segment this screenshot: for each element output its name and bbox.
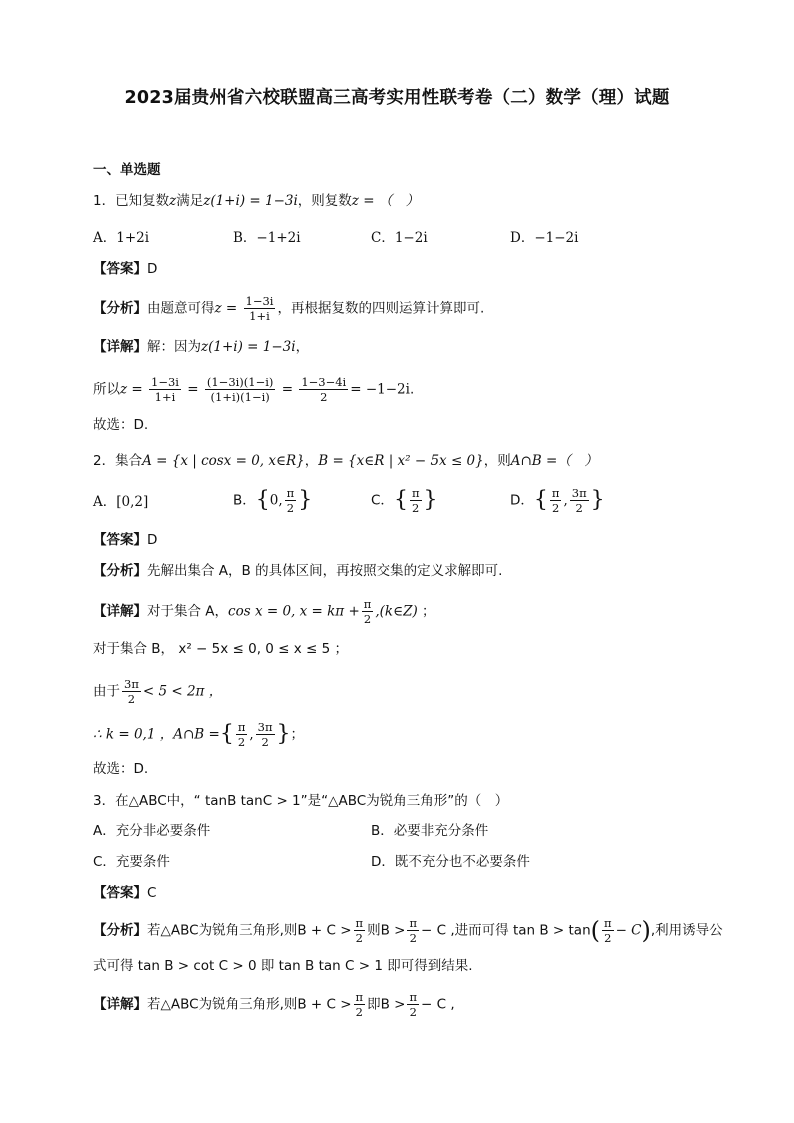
q2-result: ∴ k = 0,1 ，A∩B ={ $\frac{\pi}{2}$ , $\frac{3\pi}{2}$ }； (93, 720, 305, 749)
q3-stem: 3．在△ABC中，“ tanB tanC > 1”是“△ABC为锐角三角形”的（ ） (93, 793, 509, 809)
fraction: $\frac{\pi}{2}$ (355, 916, 364, 945)
fraction: $\frac{\pi}{2}$ (411, 486, 420, 515)
fraction: $\frac{3\pi}{2}$ (571, 486, 587, 515)
fraction: $\frac{\pi}{2}$ (409, 916, 418, 945)
q3-option-b: B．必要非充分条件 (371, 823, 489, 839)
fraction: $\frac{\pi}{2}$ (237, 720, 246, 749)
q1-option-d: D．−1−2i (510, 230, 579, 246)
fraction: $\frac{\pi}{2}$ (286, 486, 295, 515)
q1-answer: 【答案】D (93, 261, 158, 277)
q2-analysis: 【分析】先解出集合 A，B 的具体区间，再按照交集的定义求解即可. (93, 563, 503, 579)
fraction: $\frac{\pi}{2}$ (551, 486, 560, 515)
q1-option-a: A．1+2i (93, 230, 150, 246)
page-title: 2023届贵州省六校联盟高三高考实用性联考卷（二）数学（理）试题 (124, 88, 670, 108)
q2-set-b: 对于集合 B， x² − 5x ≤ 0, 0 ≤ x ≤ 5 ； (93, 641, 349, 657)
q1-detail: 【详解】解：因为z(1+i) = 1−3i， (93, 339, 310, 355)
q3-detail: 【详解】若△ABC为锐角三角形,则B + C > $\frac{\pi}{2}$ 即B > $\frac{\pi}{2}$ − C , (93, 990, 455, 1019)
q3-option-c: C．充要条件 (93, 854, 170, 870)
fraction: $\frac{1-3-4i}{2}$ (301, 375, 347, 404)
section-heading: 一、单选题 (93, 162, 161, 178)
fraction: $\frac{\pi}{2}$ (363, 597, 372, 626)
fraction: $\frac{1-3i}{1+i}$ (151, 375, 179, 404)
q3-answer: 【答案】C (93, 885, 157, 901)
q3-option-d: D．既不充分也不必要条件 (371, 854, 530, 870)
q2-option-b: B．{0, $\frac{\pi}{2}$ } (233, 486, 313, 515)
q3-analysis: 【分析】若△ABC为锐角三角形,则B + C > $\frac{\pi}{2}$ 则B > $\frac{\pi}{2}$ − C ,进而可得 tan B > tan( $\frac{\pi}{2}$ − C),利用诱导公 (93, 916, 723, 945)
q1-analysis: 【分析】由题意可得z = $\frac{1-3i}{1+i}$ ，再根据复数的四则运算计算即可. (93, 294, 485, 323)
q2-option-d: D．{ $\frac{\pi}{2}$ , $\frac{3\pi}{2}$ } (510, 486, 605, 515)
q2-option-a: A．[0,2] (93, 494, 149, 510)
fraction: $\frac{\pi}{2}$ (604, 916, 612, 945)
q3-option-a: A．充分非必要条件 (93, 823, 211, 839)
q3-analysis-cont: 式可得 tan B > cot C > 0 即 tan B tan C > 1 即可得到结果. (93, 958, 473, 974)
fraction: $\frac{\pi}{2}$ (409, 990, 418, 1019)
q2-inequality: 由于 $\frac{3\pi}{2}$ < 5 < 2π ， (93, 677, 223, 706)
fraction: $\frac{3\pi}{2}$ (124, 677, 139, 706)
fraction: $\frac{3\pi}{2}$ (257, 720, 273, 749)
q2-stem: 2．集合A = {x | cosx = 0, x∈R}，B = {x∈R | x² − 5x ≤ 0}，则A∩B =（ ） (93, 453, 598, 469)
q2-detail: 【详解】对于集合 A，cos x = 0, x = kπ + $\frac{\pi}{2}$ ,(k∈Z) ； (93, 597, 436, 626)
fraction: $\frac{1-3i}{1+i}$ (245, 294, 274, 323)
q2-conclusion: 故选：D. (93, 761, 149, 777)
q1-derivation: 所以z = $\frac{1-3i}{1+i}$ = $\frac{(1-3i)(1-i)}{(1+i)(1-i)}$ = $\frac{1-3-4i}{2}$ = −1−2i. (93, 375, 415, 404)
fraction: $\frac{(1-3i)(1-i)}{(1+i)(1-i)}$ (206, 375, 274, 404)
q1-option-b: B．−1+2i (233, 230, 301, 246)
q1-conclusion: 故选：D. (93, 417, 149, 433)
q2-answer: 【答案】D (93, 532, 158, 548)
q2-option-c: C．{ $\frac{\pi}{2}$ } (371, 486, 438, 515)
fraction: $\frac{\pi}{2}$ (355, 990, 364, 1019)
q1-option-c: C．1−2i (371, 230, 428, 246)
q1-stem: 1．已知复数z满足z(1+i) = 1−3i，则复数z = （ ） (93, 193, 420, 209)
